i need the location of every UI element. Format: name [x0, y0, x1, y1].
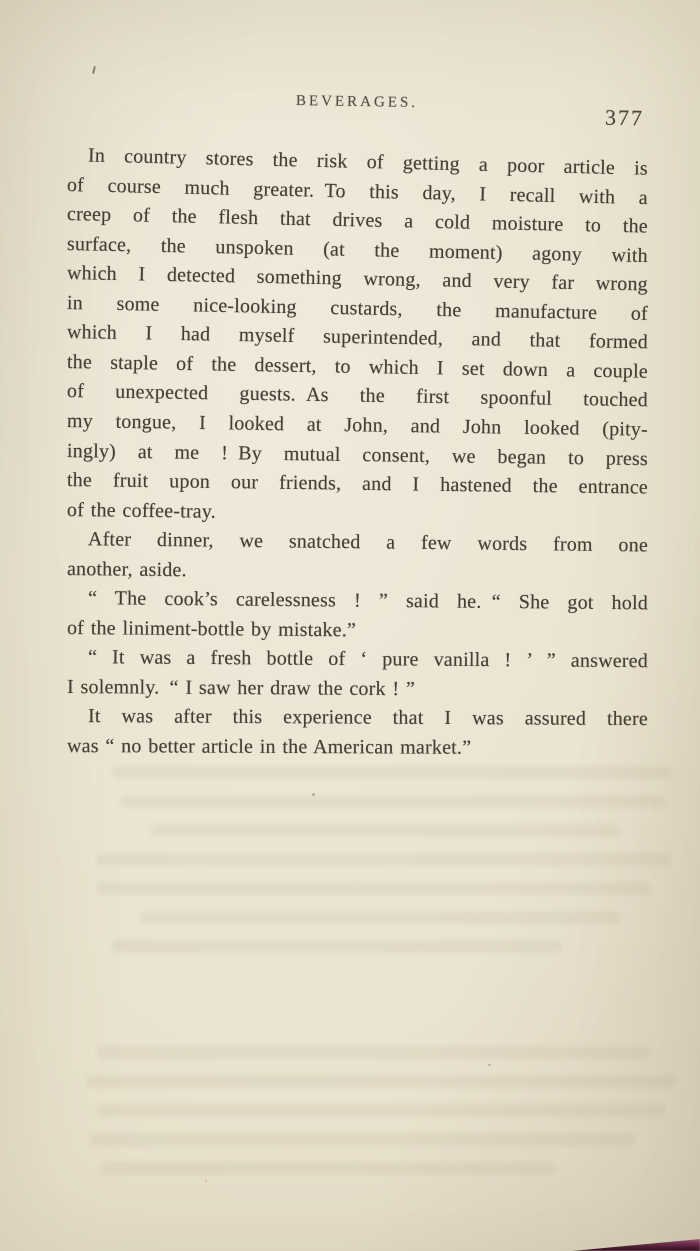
show-through-line: [90, 1133, 635, 1146]
text-line: creep of the flesh that drives a cold moisture to the: [66, 203, 649, 238]
text-line: I solemnly. “ I saw her draw the cork ! ”: [66, 675, 416, 701]
show-through-line: [100, 1162, 555, 1175]
page-number: 377: [604, 104, 645, 131]
paper-speck: [488, 1064, 491, 1066]
text-line: In country stores the risk of getting a poor article is: [87, 144, 649, 180]
text-line: After dinner, we snatched a few words from one: [87, 528, 649, 557]
show-through-line: [112, 940, 562, 953]
text-line: was “ no better article in the American market.”: [66, 735, 472, 759]
show-through-line: [140, 911, 620, 924]
text-line: surface, the unspoken (at the moment) agony with: [66, 232, 649, 267]
text-line: of course much greater. To this day, I recall with a: [66, 173, 649, 209]
show-through-line: [86, 1075, 676, 1088]
text-line: of the coffee-tray.: [66, 498, 217, 523]
show-through-line: [96, 1104, 666, 1117]
text-line: the fruit upon our friends, and I hastened the entrance: [66, 469, 649, 499]
text-line: which I had myself superintended, and that formed: [66, 321, 649, 354]
show-through-line: [96, 1046, 651, 1059]
text-line: another, aside.: [66, 557, 187, 581]
text-line: “ The cook’s carelessness ! ” said he. “ She got hold: [87, 587, 649, 615]
text-line: in some nice-looking custards, the manufacture of: [66, 291, 649, 325]
text-line: of the liniment-bottle by mistake.”: [66, 616, 357, 642]
paper-speck: [312, 793, 315, 796]
paper-speck: [205, 1180, 207, 1182]
text-line: which I detected something wrong, and very far wrong: [66, 262, 649, 296]
text-line: of unexpected guests. As the first spoonful touched: [66, 380, 649, 412]
paper-speck: [92, 66, 96, 74]
show-through-line: [112, 766, 672, 779]
text-line: It was after this experience that I was assured there: [87, 705, 649, 731]
show-through-line: [120, 795, 665, 808]
text-line: the staple of the dessert, to which I set down a couple: [66, 350, 649, 383]
binding-edge: [572, 1238, 700, 1251]
running-header: BEVERAGES.: [295, 93, 419, 111]
text-line: my tongue, I looked at John, and John looked (pity-: [66, 409, 649, 441]
show-through-line: [96, 853, 671, 866]
show-through-line: [96, 882, 651, 895]
text-line: ingly) at me ! By mutual consent, we began to press: [66, 439, 649, 470]
text-line: “ It was a fresh bottle of ‘ pure vanilla ! ’ ” answered: [87, 646, 649, 673]
show-through-line: [150, 824, 620, 837]
